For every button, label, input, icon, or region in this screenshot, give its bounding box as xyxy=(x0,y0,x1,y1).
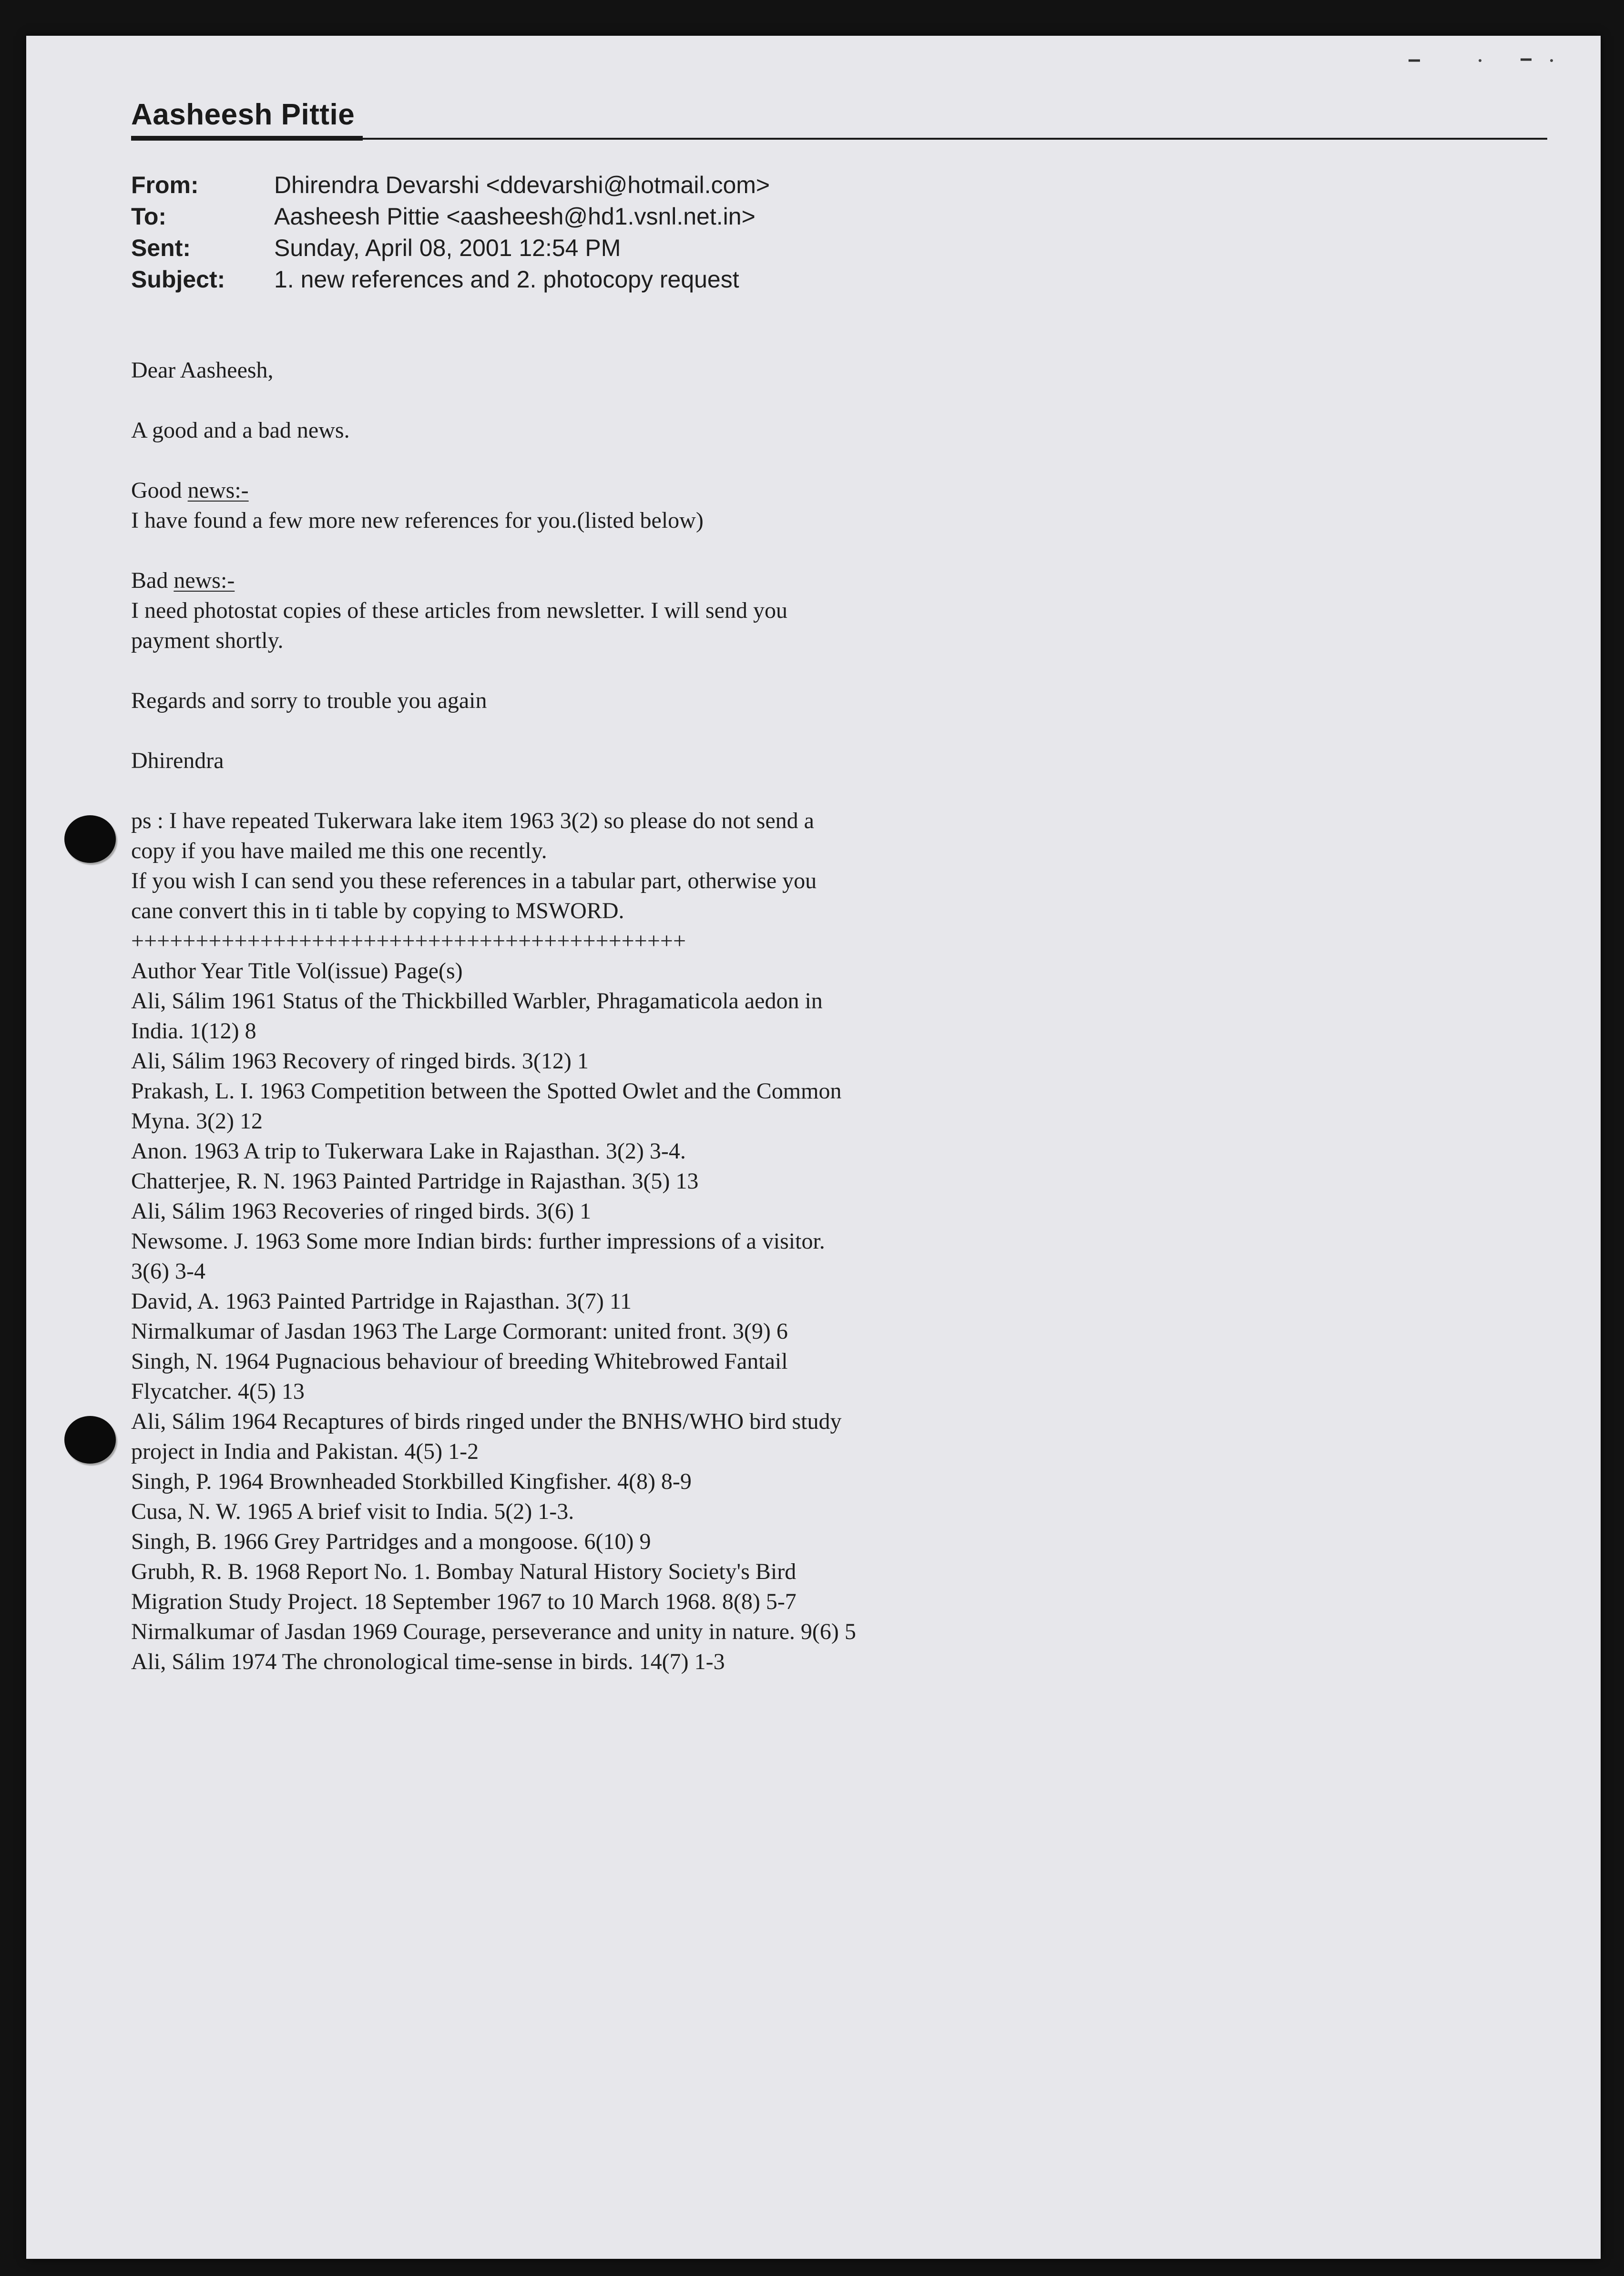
email-meta xyxy=(131,169,770,295)
reference-line: Grubh, R. B. 1968 Report No. 1. Bombay Natural History Society's Bird xyxy=(131,1559,797,1584)
to-label: To: xyxy=(131,203,167,230)
reference-line: Singh, P. 1964 Brownheaded Storkbilled Kingfisher. 4(8) 8-9 xyxy=(131,1469,692,1494)
reference-line: Prakash, L. I. 1963 Competition between the Spotted Owlet and the Common xyxy=(131,1078,842,1104)
from-value: Dhirendra Devarshi <ddevarshi@hotmail.com> xyxy=(274,172,770,198)
reference-line: Anon. 1963 A trip to Tukerwara Lake in Rajasthan. 3(2) 3-4. xyxy=(131,1138,686,1164)
paper-page xyxy=(26,36,1601,2259)
meta-subject-row xyxy=(131,264,770,295)
reference-line: Chatterjee, R. N. 1963 Painted Partridge in Rajasthan. 3(5) 13 xyxy=(131,1169,699,1194)
reference-line: Nirmalkumar of Jasdan 1963 The Large Cormorant: united front. 3(9) 6 xyxy=(131,1319,788,1344)
reference-line: Myna. 3(2) 12 xyxy=(131,1108,263,1134)
reference-line: Ali, Sálim 1963 Recovery of ringed birds. 3(12) 1 xyxy=(131,1048,589,1074)
ps-line: cane convert this in ti table by copying to MSWORD. xyxy=(131,898,624,923)
greeting: Dear Aasheesh, xyxy=(131,358,274,383)
bad-news-label: news:- xyxy=(174,568,235,593)
ps-line: If you wish I can send you these references in a tabular part, otherwise you xyxy=(131,868,817,893)
reference-line: Flycatcher. 4(5) 13 xyxy=(131,1379,305,1404)
reference-line: Ali, Sálim 1963 Recoveries of ringed birds. 3(6) 1 xyxy=(131,1199,592,1224)
subject-value: 1. new references and 2. photocopy request xyxy=(274,266,739,293)
separator-line: +++++++++++++++++++++++++++++++++++++++++++ xyxy=(131,928,686,953)
reference-line: Nirmalkumar of Jasdan 1969 Courage, perseverance and unity in nature. 9(6) 5 xyxy=(131,1619,856,1644)
reference-line: project in India and Pakistan. 4(5) 1-2 xyxy=(131,1439,479,1464)
good-news-prefix: Good xyxy=(131,478,182,503)
reference-line: Ali, Sálim 1961 Status of the Thickbilled Warbler, Phragamaticola aedon in xyxy=(131,988,823,1014)
sent-value: Sunday, April 08, 2001 12:54 PM xyxy=(274,235,621,261)
good-news-text: I have found a few more new references for you.(listed below) xyxy=(131,508,704,533)
reference-line: Ali, Sálim 1974 The chronological time-sense in birds. 14(7) 1-3 xyxy=(131,1649,725,1674)
reference-line: Migration Study Project. 18 September 1967 to 10 March 1968. 8(8) 5-7 xyxy=(131,1589,797,1614)
signature: Dhirendra xyxy=(131,748,224,773)
email-body xyxy=(131,355,1084,1677)
bad-news-text-line: I need photostat copies of these articles from newsletter. I will send you xyxy=(131,598,787,623)
bad-news-text-line: payment shortly. xyxy=(131,628,284,653)
page-header-name: Aasheesh Pittie xyxy=(131,98,355,131)
reference-line: Cusa, N. W. 1965 A brief visit to India. 5(2) 1-3. xyxy=(131,1499,574,1524)
good-news-label: news:- xyxy=(187,478,249,503)
bad-news-heading xyxy=(131,565,1084,595)
regards-line: Regards and sorry to trouble you again xyxy=(131,688,487,713)
intro-line: A good and a bad news. xyxy=(131,418,350,443)
meta-to-row xyxy=(131,201,770,232)
reference-line: Singh, B. 1966 Grey Partridges and a mongoose. 6(10) 9 xyxy=(131,1529,651,1554)
from-label: From: xyxy=(131,172,199,198)
reference-line: Author Year Title Vol(issue) Page(s) xyxy=(131,958,463,984)
sent-label: Sent: xyxy=(131,235,191,261)
ps-line: copy if you have mailed me this one recently. xyxy=(131,838,547,863)
corner-marks xyxy=(1409,56,1561,65)
meta-sent-row xyxy=(131,232,770,264)
subject-label: Subject: xyxy=(131,266,225,293)
header-rule-thick xyxy=(131,136,363,141)
header-rule-thin xyxy=(363,138,1547,140)
to-value: Aasheesh Pittie <aasheesh@hd1.vsnl.net.in> xyxy=(274,203,756,230)
punch-hole-lower xyxy=(64,1416,116,1464)
reference-line: Newsome. J. 1963 Some more Indian birds: further impressions of a visitor. xyxy=(131,1229,825,1254)
reference-line: Singh, N. 1964 Pugnacious behaviour of breeding Whitebrowed Fantail xyxy=(131,1349,788,1374)
meta-from-row xyxy=(131,169,770,201)
reference-line: Ali, Sálim 1964 Recaptures of birds ringed under the BNHS/WHO bird study xyxy=(131,1409,842,1434)
reference-line: 3(6) 3-4 xyxy=(131,1259,205,1284)
good-news-heading xyxy=(131,475,1084,505)
bad-news-prefix: Bad xyxy=(131,568,168,593)
punch-hole-upper xyxy=(64,815,116,863)
reference-line: India. 1(12) 8 xyxy=(131,1018,256,1044)
ps-line: ps : I have repeated Tukerwara lake item 1963 3(2) so please do not send a xyxy=(131,808,814,833)
reference-line: David, A. 1963 Painted Partridge in Rajasthan. 3(7) 11 xyxy=(131,1289,632,1314)
